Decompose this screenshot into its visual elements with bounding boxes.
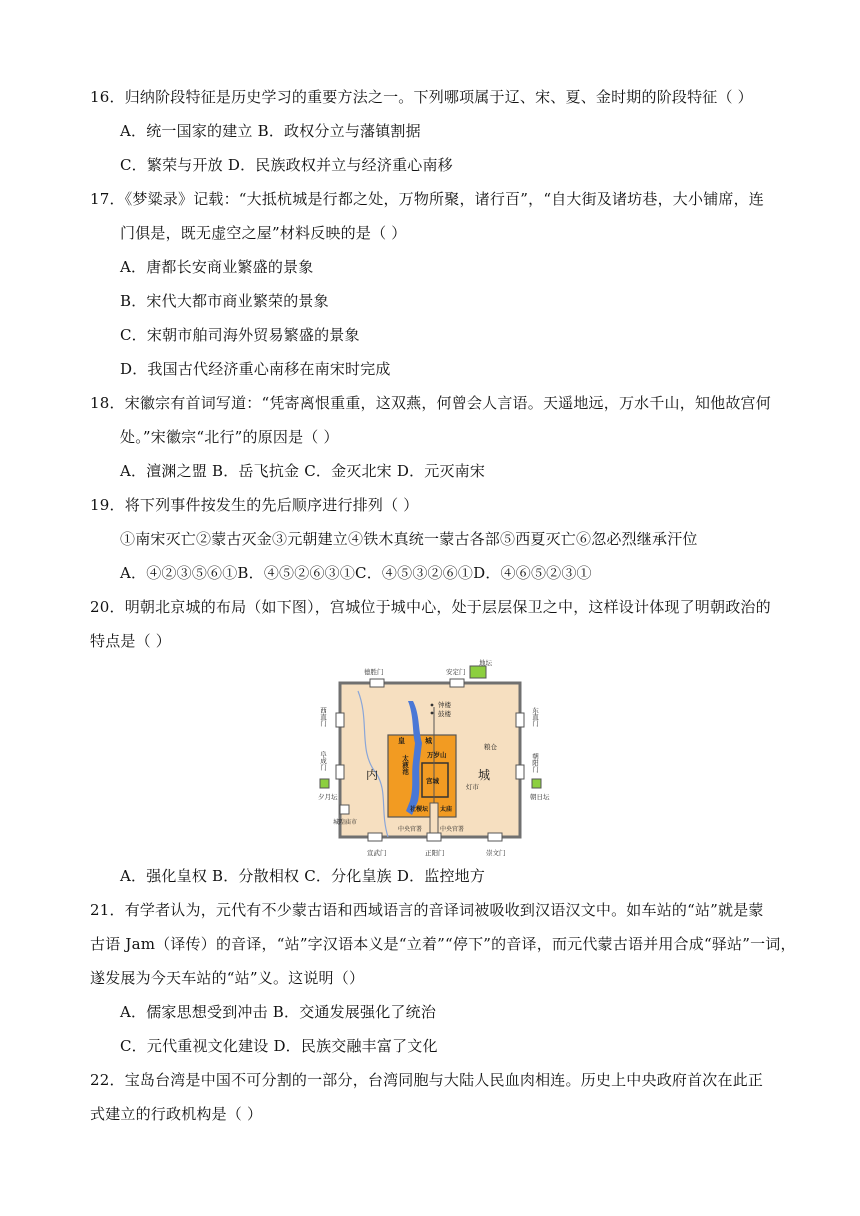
question-17-stem (90, 189, 764, 209)
ditan-altar (470, 666, 486, 678)
label-nei: 内 (366, 768, 379, 782)
question-text: 宋徽宗有首词写道：“凭寄离恨重重，这双燕，何曾会人言语。天遥地远，万水千山，知他故宫何 (124, 394, 771, 412)
question-21-stem (90, 900, 764, 920)
question-text: 明朝北京城的布局（如下图），宫城位于城中心，处于层层保卫之中，这样设计体现了明朝政治的 (124, 598, 771, 616)
label-cheng-big: 城 (478, 768, 491, 782)
question-number: 19． (90, 496, 125, 514)
yuetan-altar (320, 779, 329, 788)
gate-andingmen (450, 679, 464, 687)
question-text: 《梦粱录》记载：“大抵杭城是行都之处，万物所聚，诸行百”，“自大街及诸坊巷，大小铺席，连 (124, 190, 764, 208)
question-number: 16． (90, 88, 125, 106)
label-deshengmen: 德胜门 (364, 668, 384, 676)
label-taimiao: 太庙 (440, 806, 453, 813)
question-number: 17． (90, 190, 125, 208)
label-liangcang: 粮仓 (484, 743, 497, 751)
question-19-option-line: A．④②③⑤⑥①B．④⑤②⑥③①C．④⑤③②⑥①D．④⑥⑤②③① (120, 564, 592, 582)
label-andingmen: 安定门 (446, 668, 466, 676)
label-cheng-small: 城 (425, 737, 432, 745)
question-18-option-line: A．澶渊之盟 B．岳飞抗金 C．金灭北宋 D．元灭南宋 (120, 462, 486, 480)
question-22-stem (90, 1070, 763, 1090)
question-16-stem (90, 87, 753, 107)
question-21-stem-cont (90, 934, 796, 954)
question-16-option-line: C．繁荣与开放 D．民族政权并立与经济重心南移 (120, 156, 453, 174)
question-17-option-line: C．宋朝市舶司海外贸易繁盛的景象 (120, 326, 360, 344)
label-xuanwumen: 宣武门 (367, 849, 387, 857)
beijing-city-map (318, 659, 550, 859)
ritan-altar (532, 779, 541, 788)
chenghuang-temple-marker (340, 805, 349, 814)
question-21-option-line: A．儒家思想受到冲击 B．交通发展强化了统治 (120, 1003, 437, 1021)
question-text: 式建立的行政机构是（ ） (90, 1105, 263, 1123)
question-18-stem (90, 393, 771, 413)
gate-zhengyangmen (427, 833, 441, 841)
question-text: 将下列事件按发生的先后顺序进行排列（ ） (124, 496, 419, 514)
label-dengshi: 灯市 (466, 783, 479, 791)
question-17-option-line: B．宋代大都市商业繁荣的景象 (120, 292, 329, 310)
label-dongzhimen: 东直门 (531, 707, 539, 727)
label-zhongyang-left: 中央官署 (398, 826, 423, 833)
question-18-stem-cont (120, 427, 339, 447)
question-22-stem-cont (90, 1104, 262, 1124)
label-chenghuangmiao: 城隍庙市 (333, 819, 358, 826)
label-chongwenmen: 崇文门 (486, 849, 506, 857)
question-text: 遂发展为今天车站的“站”义。这说明（） (90, 969, 365, 987)
gate-chaoyangmen (516, 765, 524, 779)
label-wansuishan: 万岁山 (427, 751, 447, 759)
question-text: 有学者认为，元代有不少蒙古语和西域语言的音译词被吸收到汉语汉文中。如车站的“站”就是蒙 (124, 901, 764, 919)
gate-fuchengmen (336, 765, 344, 779)
label-gongcheng: 宫城 (426, 777, 439, 785)
question-17-option-line: D．我国古代经济重心南移在南宋时完成 (120, 360, 391, 378)
gate-deshengmen (370, 679, 384, 687)
question-20-option-line: A．强化皇权 B．分散相权 C．分化皇族 D．监控地方 (120, 867, 486, 885)
bell-tower-dot (431, 704, 434, 707)
label-fuchengmen: 阜成门 (319, 751, 327, 771)
question-number: 18． (90, 394, 125, 412)
label-zhonglou: 钟楼 (438, 701, 451, 709)
label-xizhimen: 西直门 (319, 707, 327, 727)
question-19-stem (90, 495, 418, 515)
gate-xizhimen (336, 713, 344, 727)
question-20-stem (90, 597, 771, 617)
gate-chongwenmen (488, 833, 502, 841)
question-number: 21． (90, 901, 125, 919)
label-taiyechi: 太液池 (401, 755, 409, 775)
map-svg (318, 659, 550, 859)
label-chaoyangmen: 朝阳门 (531, 753, 539, 773)
question-19-option-line: ①南宋灭亡②蒙古灭金③元朝建立④铁木真统一蒙古各部⑤西夏灭亡⑥忽必烈继承汗位 (120, 530, 698, 548)
gate-dongzhimen (516, 713, 524, 727)
question-21-option-line: C．元代重视文化建设 D．民族交融丰富了文化 (120, 1037, 438, 1055)
imperial-way (430, 803, 438, 837)
question-text: 特点是（ ） (90, 632, 171, 650)
question-number: 20． (90, 598, 125, 616)
question-text: 处。”宋徽宗“北行”的原因是（ ） (120, 428, 339, 446)
label-shejitan: 社稷坛 (410, 806, 429, 813)
question-text: 归纳阶段特征是历史学习的重要方法之一。下列哪项属于辽、宋、夏、金时期的阶段特征（ ） (124, 88, 753, 106)
drum-tower-dot (431, 712, 434, 715)
question-17-stem-cont (120, 223, 406, 243)
gate-xuanwumen (368, 833, 382, 841)
question-number: 22． (90, 1071, 125, 1089)
question-16-option-line: A．统一国家的建立 B．政权分立与藩镇割据 (120, 122, 421, 140)
question-20-stem-cont (90, 631, 171, 651)
label-zhengyangmen: 正阳门 (425, 849, 445, 857)
question-17-option-line: A．唐都长安商业繁盛的景象 (120, 258, 314, 276)
label-gulou: 鼓楼 (438, 710, 451, 718)
label-huang: 皇 (398, 737, 405, 745)
question-text: 古语 Jam（译传）的音译，“站”字汉语本义是“立着”“停下”的音译，而元代蒙古语并用合成“驿站”一词， (90, 935, 796, 953)
question-text: 门俱是，既无虚空之屋”材料反映的是（ ） (120, 224, 407, 242)
label-ditan: 地坛 (479, 659, 492, 667)
label-ritan: 朝日坛 (530, 793, 550, 801)
question-text: 宝岛台湾是中国不可分割的一部分，台湾同胞与大陆人民血肉相连。历史上中央政府首次在此正 (124, 1071, 764, 1089)
label-yuetan: 夕月坛 (318, 793, 338, 801)
question-21-stem-cont (90, 968, 364, 988)
label-zhongyang-right: 中央官署 (440, 826, 465, 833)
